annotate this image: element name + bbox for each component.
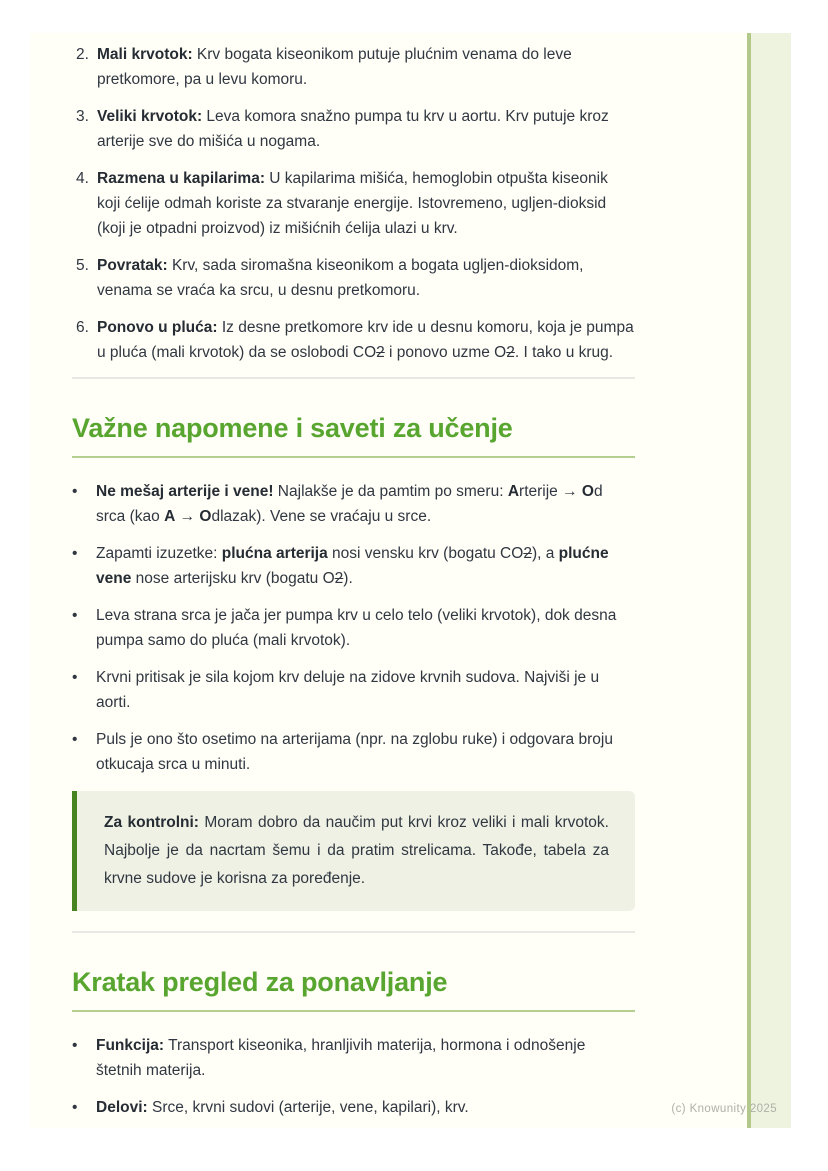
list-item-number: 3. xyxy=(76,108,89,125)
list-item-text: Mali krvotok: Krv bogata kiseonikom putuje plućnim venama do leve pretkomore, pa u levu komoru. xyxy=(97,46,572,88)
list-item-text: Ponovo u pluća: Iz desne pretkomore krv ide u desnu komoru, koja je pumpa u pluća (mali krvotok) da se oslobodi CO2 i ponovo uzme O2. I tako u krug. xyxy=(97,319,634,361)
bullet-text: Ne mešaj arterije i vene! Najlakše je da pamtim po smeru: Arterije → Od srca (kao A → Odlazak). Vene se vraćaju u srce. xyxy=(96,483,603,525)
bullet-marker: • xyxy=(72,1099,78,1116)
section-divider xyxy=(72,931,635,933)
bullet-text: Zapamti izuzetke: plućna arterija nosi vensku krv (bogatu CO2), a plućne vene nose arterijsku krv (bogatu O2). xyxy=(96,545,609,587)
page-content xyxy=(72,33,635,1132)
list-item xyxy=(72,42,635,92)
bullet-marker: • xyxy=(72,669,78,686)
bullet-text: Leva strana srca je jača jer pumpa krv u celo telo (veliki krvotok), dok desna pumpa samo do pluća (mali krvotok). xyxy=(96,607,617,649)
bullet-item xyxy=(72,727,635,777)
list-item-number: 2. xyxy=(76,46,89,63)
bullet-marker: • xyxy=(72,731,78,748)
list-item-text: Veliki krvotok: Leva komora snažno pumpa tu krv u aortu. Krv putuje kroz arterije sve do mišića u nogama. xyxy=(97,108,609,150)
bullet-text: Puls je ono što osetimo na arterijama (npr. na zglobu ruke) i odgovara broju otkucaja srca u minuti. xyxy=(96,731,613,773)
numbered-list xyxy=(72,42,635,365)
list-item-number: 6. xyxy=(76,319,89,336)
copyright-watermark: (c) Knowunity 2025 xyxy=(671,1103,777,1115)
document-page xyxy=(30,33,790,1128)
list-item xyxy=(72,166,635,241)
section-heading-notes: Važne napomene i saveti za učenje xyxy=(72,411,635,458)
bullet-item xyxy=(72,1033,635,1083)
notes-bullet-list xyxy=(72,479,635,777)
list-item-number: 5. xyxy=(76,257,89,274)
list-item xyxy=(72,253,635,303)
bullet-marker: • xyxy=(72,607,78,624)
list-item-text: Povratak: Krv, sada siromašna kiseonikom a bogata ugljen-dioksidom, venama se vraća ka srcu, u desnu pretkomoru. xyxy=(97,257,584,299)
bullet-item xyxy=(72,603,635,653)
bullet-text: Funkcija: Transport kiseonika, hranljivih materija, hormona i odnošenje štetnih materija. xyxy=(96,1037,586,1079)
list-item xyxy=(72,104,635,154)
bullet-marker: • xyxy=(72,483,78,500)
page-margin-stripe xyxy=(747,33,791,1128)
study-tip-callout xyxy=(72,791,635,911)
bullet-text: Krvni pritisak je sila kojom krv deluje na zidove krvnih sudova. Najviši je u aorti. xyxy=(96,669,600,711)
list-item-number: 4. xyxy=(76,170,89,187)
bullet-item xyxy=(72,479,635,529)
list-item-text: Razmena u kapilarima: U kapilarima mišića, hemoglobin otpušta kiseonik koji ćelije odmah koriste za stvaranje energije. Istovremeno, ugljen-dioksid (koji je otpadni proizvod) iz mišićnih ćelija ulazi u krv. xyxy=(97,170,608,237)
bullet-marker: • xyxy=(72,1037,78,1054)
section-heading-review: Kratak pregled za ponavljanje xyxy=(72,965,635,1012)
bullet-text: Delovi: Srce, krvni sudovi (arterije, vene, kapilari), krv. xyxy=(96,1099,469,1116)
list-item xyxy=(72,315,635,365)
callout-text: Za kontrolni: Moram dobro da naučim put krvi kroz veliki i mali krvotok. Najbolje je da nacrtam šemu i da pratim strelicama. Takođe, tabela za krvne sudove je korisna za poređenje. xyxy=(104,814,609,887)
bullet-marker: • xyxy=(72,545,78,562)
bullet-item xyxy=(72,665,635,715)
bullet-item xyxy=(72,541,635,591)
section-divider xyxy=(72,377,635,379)
